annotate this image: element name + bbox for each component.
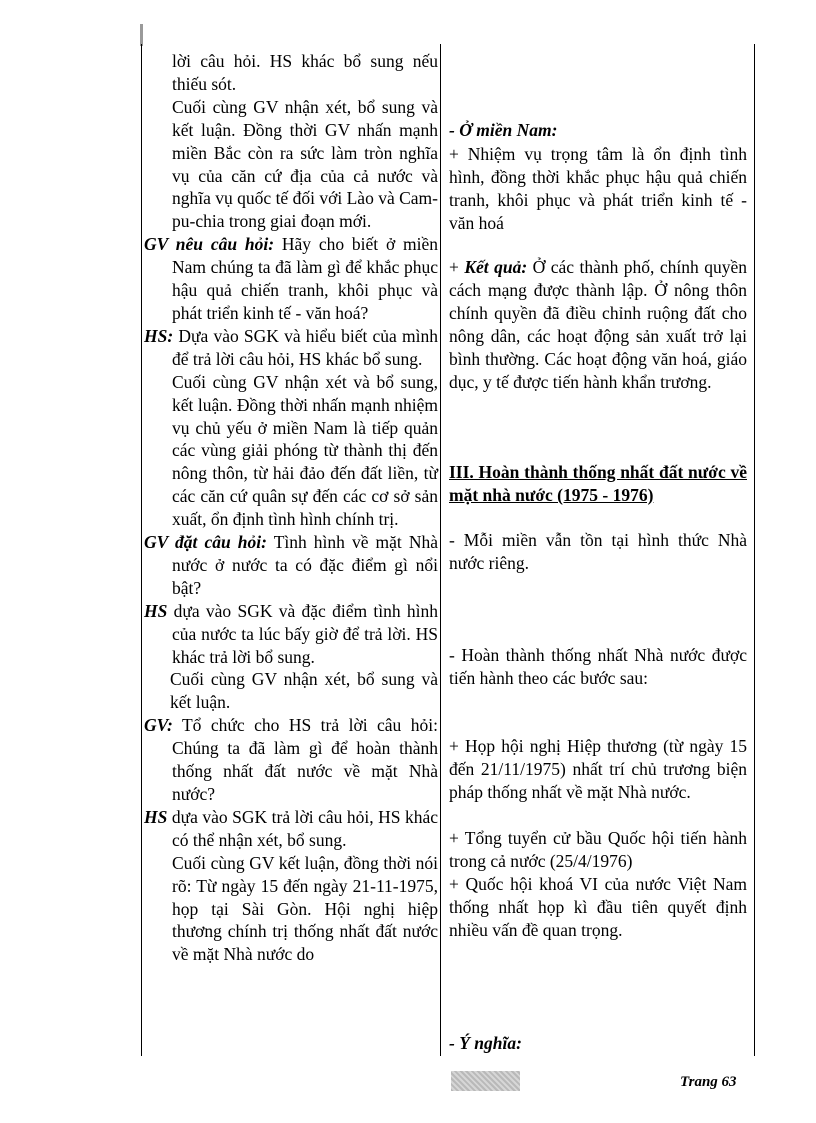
unification-steps-paragraph: - Hoàn thành thống nhất Nhà nước được tiến hành theo các bước sau: [449,645,747,688]
left-paragraph-7 [144,600,438,669]
task-paragraph: + Nhiệm vụ trọng tâm là ổn định tình hình, đồng thời khắc phục hậu quả chiến tranh, khôi phục và phát triển kinh tế - văn hoá [449,144,747,233]
margin-marker [140,24,143,46]
left-paragraph-8: Cuối cùng GV nhận xét, bổ sung và kết luận. [170,669,438,713]
lesson-table [141,44,755,1056]
left-paragraph-6 [144,531,438,600]
gv-question-text: Hãy cho biết ở miền Nam chúng ta đã làm gì để khắc phục hậu quả chiến tranh, khôi phục và phát triển kinh tế - văn hoá? [172,234,438,323]
footer-bar [451,1071,520,1091]
left-paragraph-9 [144,714,438,806]
gv-question-text: Tổ chức cho HS trả lời câu hỏi: Chúng ta đã làm gì để hoàn thành thống nhất đất nước về mặt Nhà nước? [172,715,438,804]
step-conference: + Họp hội nghị Hiệp thương (từ ngày 15 đến 21/11/1975) nhất trí chủ trương biện pháp thống nhất về mặt Nhà nước. [449,736,747,802]
teacher-activity-column [144,50,438,966]
gv-question-text: Tình hình về mặt Nhà nước ở nước ta có đặc điểm gì nổi bật? [172,532,438,598]
hs-label: HS: [144,325,174,346]
result-paragraph [449,256,747,393]
left-paragraph-11: Cuối cùng GV kết luận, đồng thời nói rõ: Từ ngày 15 đến ngày 21-11-1975, họp tại Sài Gòn. Hội nghị hiệp thương chính trị thống nhất đất nước về mặt Nhà nước do [172,852,438,965]
left-paragraph-5: Cuối cùng GV nhận xét và bổ sung, kết luận. Đồng thời nhấn mạnh nhiệm vụ chủ yếu ở miền Nam là tiếp quản các vùng giải phóng từ thành thị đến nông thôn, từ hải đảo đến đất liền, từ các căn cứ quân sự đến các cơ sở sản xuất, ổn định tình hình chính trị. [172,371,438,530]
section-heading-iii: III. Hoàn thành thống nhất đất nước về mặt nhà nước (1975 - 1976) [449,462,747,505]
result-label: Kết quả: [464,257,528,277]
step-election: + Tổng tuyển cử bầu Quốc hội tiến hành trong cả nước (25/4/1976) [449,828,747,871]
result-text: Ở các thành phố, chính quyền cách mạng được thành lập. Ở nông thôn chính quyền đã điều chỉnh ruộng đất cho nông dân, các hoạt động sản xuất trở lại bình thường. Các hoạt động văn hoá, giáo dục, y tế được tiến hành khẩn trương. [449,257,747,392]
gv-label: GV nêu câu hỏi: [144,234,275,255]
hs-label: HS [144,806,168,827]
separate-states-paragraph: - Mỗi miền vẫn tồn tại hình thức Nhà nước riêng. [449,530,747,573]
result-bullet: + [449,257,465,277]
hs-answer-text: dựa vào SGK và đặc điểm tình hình của nước ta lúc bấy giờ để trả lời. HS khác trả lời bổ sung. [167,600,438,667]
hs-label: HS [144,600,168,621]
left-paragraph-10 [144,806,438,852]
hs-answer-text: Dựa vào SGK và hiểu biết của mình để trả lời câu hỏi, HS khác bổ sung. [172,325,438,369]
left-paragraph-2: Cuối cùng GV nhận xét, bổ sung và kết luận. Đồng thời GV nhấn mạnh miền Bắc còn ra sức làm tròn nghĩa vụ của căn cứ địa của cả nước và nghĩa vụ quốc tế đối với Lào và Cam-pu-chia trong giai đoạn mới. [172,96,438,232]
column-divider [440,44,441,1056]
section-significance: - Ý nghĩa: [449,1033,522,1053]
section-mien-nam: - Ở miền Nam: [449,120,558,140]
hs-answer-text: dựa vào SGK trả lời câu hỏi, HS khác có thể nhận xét, bổ sung. [167,806,438,850]
step-national-assembly: + Quốc hội khoá VI của nước Việt Nam thống nhất họp kì đầu tiên quyết định nhiều vấn đề quan trọng. [449,874,747,940]
left-paragraph-3 [144,233,438,325]
left-paragraph-1: lời câu hỏi. HS khác bổ sung nếu thiếu sót. [172,51,438,94]
gv-label: GV đặt câu hỏi: [144,532,267,553]
gv-label: GV: [144,715,173,736]
left-paragraph-4 [144,325,438,371]
page-number: Trang 63 [680,1074,737,1090]
